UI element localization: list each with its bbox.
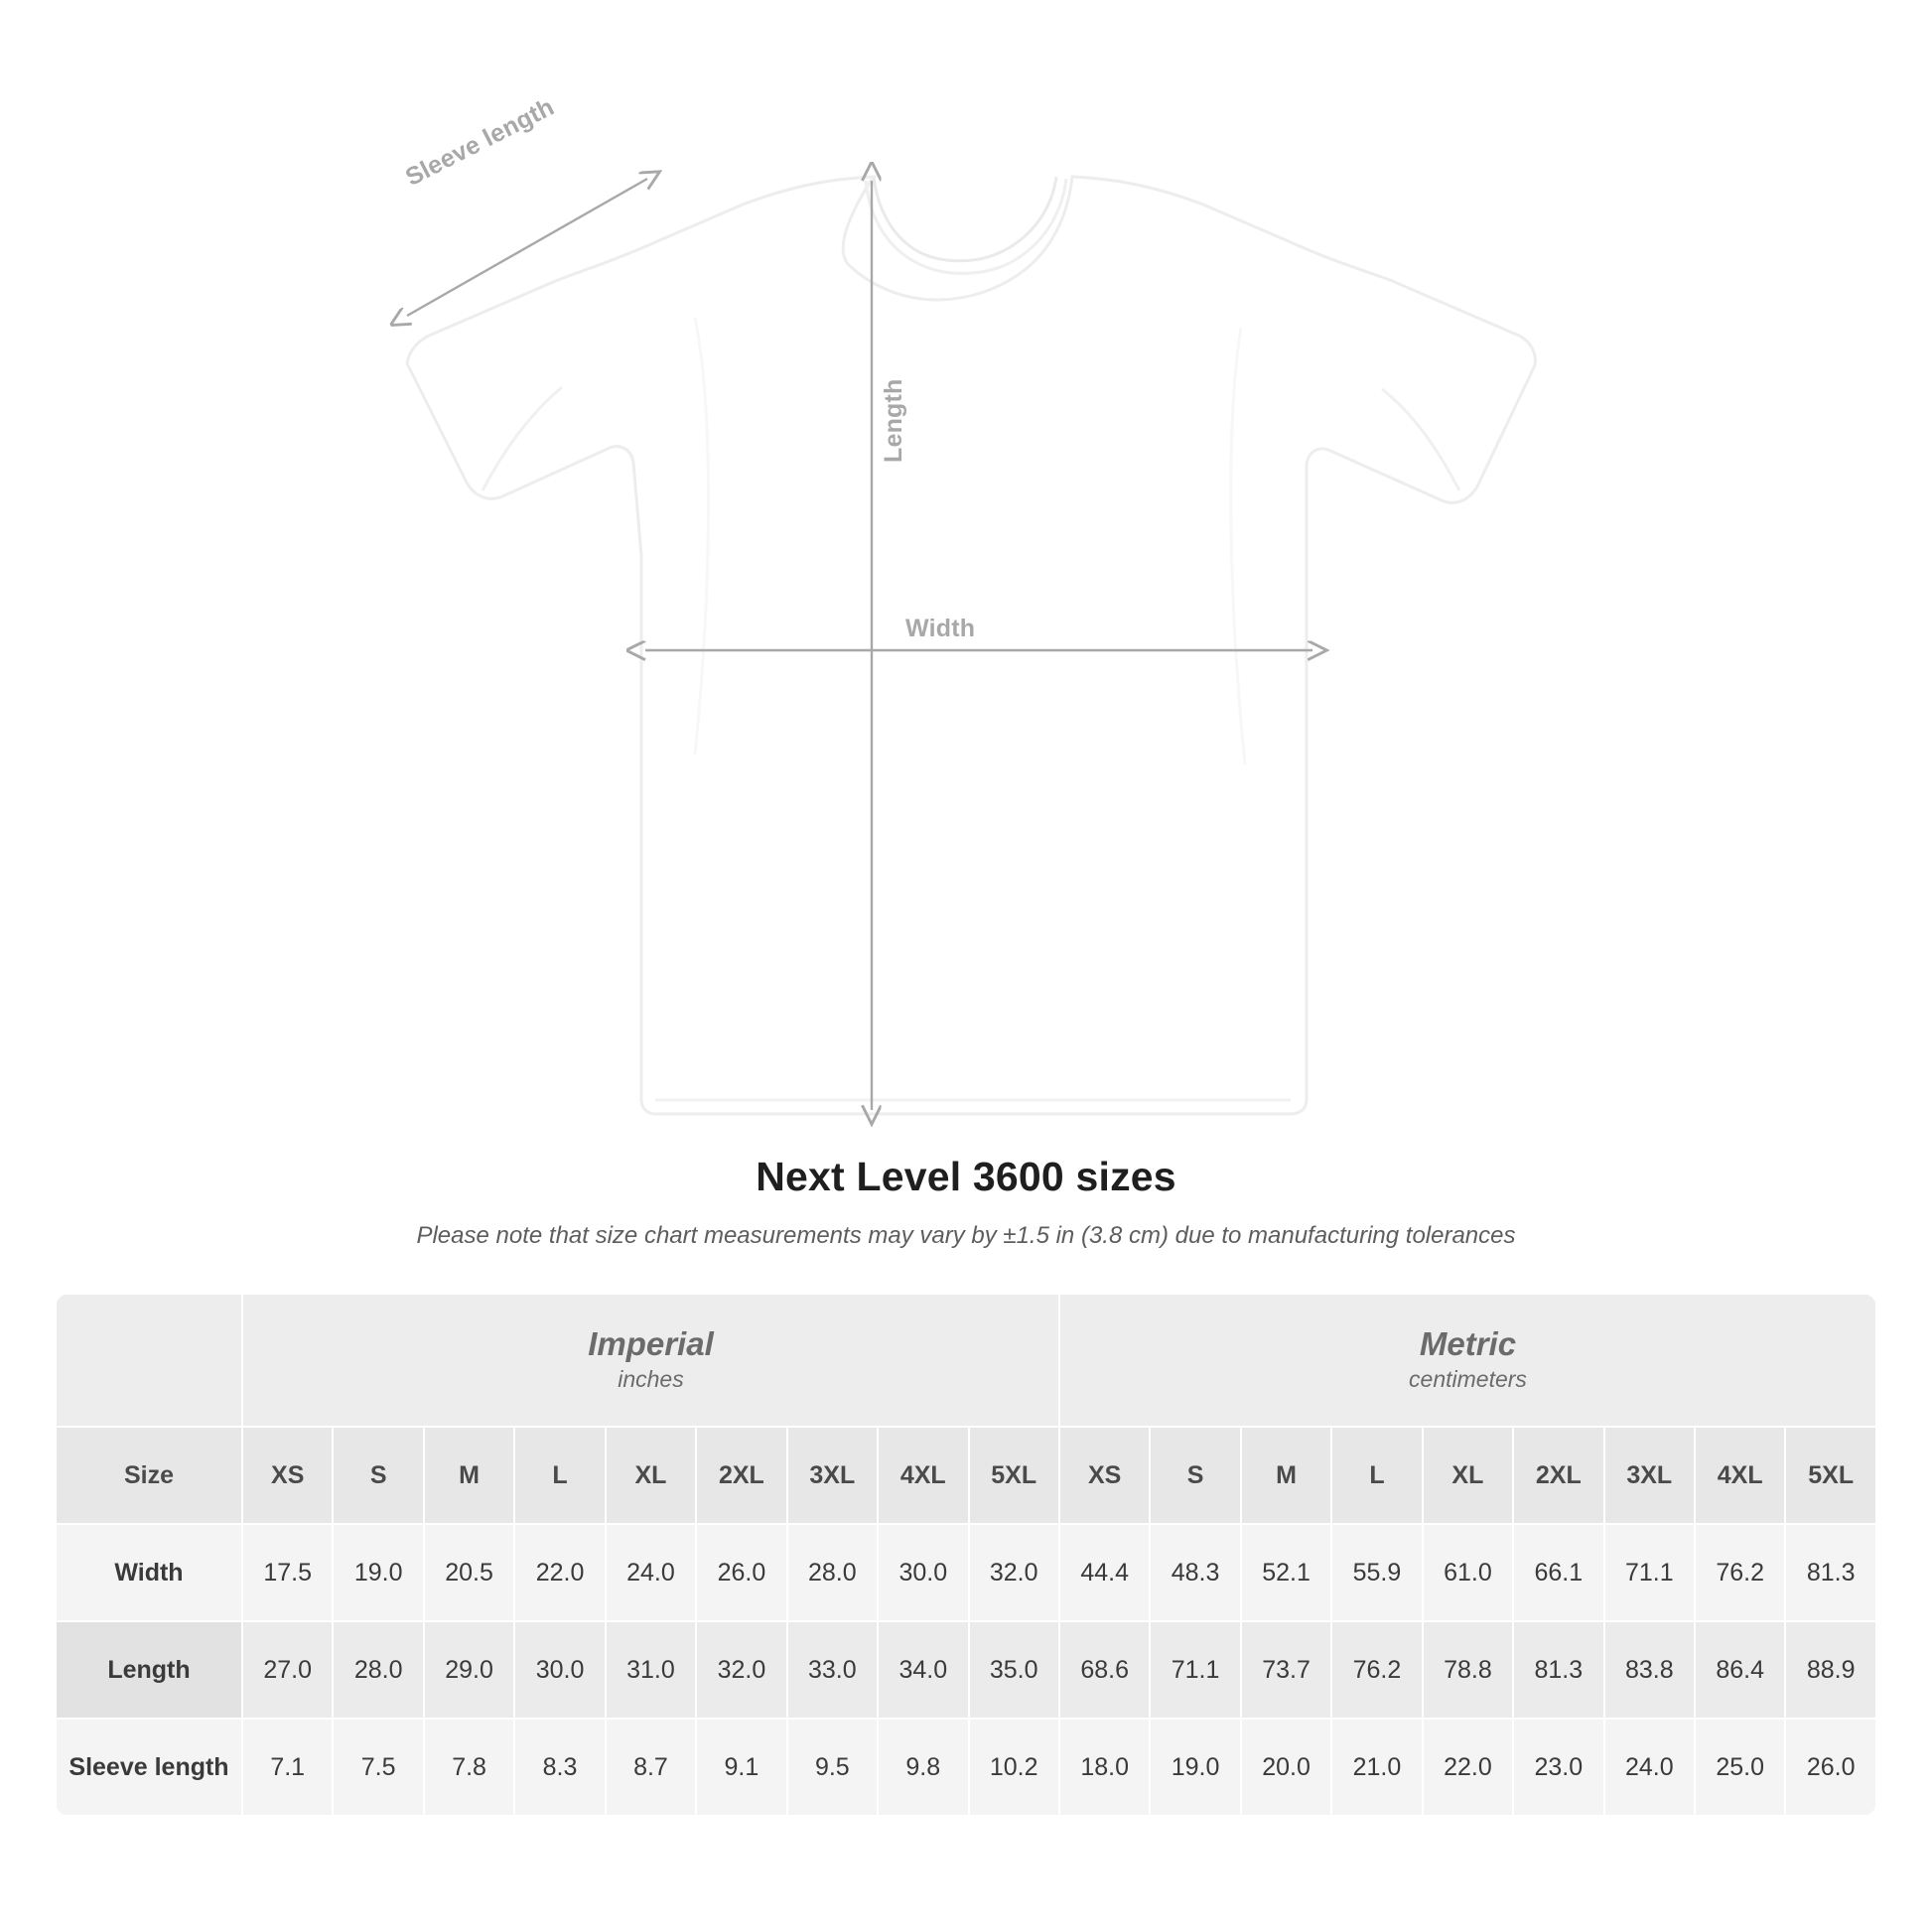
cell-length-imperial: 35.0 bbox=[969, 1621, 1059, 1719]
cell-length-metric: 68.6 bbox=[1059, 1621, 1150, 1719]
header-size-cell: 2XL bbox=[1513, 1427, 1603, 1524]
cell-sleeve-imperial: 7.8 bbox=[424, 1719, 514, 1816]
cell-width-imperial: 22.0 bbox=[514, 1524, 605, 1621]
corner-cell bbox=[56, 1294, 242, 1427]
header-size-cell: S bbox=[1150, 1427, 1240, 1524]
header-size-cell: S bbox=[333, 1427, 423, 1524]
cell-length-metric: 73.7 bbox=[1241, 1621, 1331, 1719]
cell-length-imperial: 33.0 bbox=[787, 1621, 878, 1719]
header-size-cell: XL bbox=[1423, 1427, 1513, 1524]
cell-sleeve-metric: 25.0 bbox=[1695, 1719, 1785, 1816]
cell-sleeve-imperial: 10.2 bbox=[969, 1719, 1059, 1816]
cell-length-imperial: 30.0 bbox=[514, 1621, 605, 1719]
row-label-width: Width bbox=[56, 1524, 242, 1621]
unit-group-imperial-sub: inches bbox=[618, 1365, 684, 1392]
cell-width-metric: 44.4 bbox=[1059, 1524, 1150, 1621]
cell-sleeve-metric: 22.0 bbox=[1423, 1719, 1513, 1816]
cell-sleeve-imperial: 7.1 bbox=[242, 1719, 333, 1816]
table-header-row bbox=[56, 1427, 1876, 1524]
cell-length-metric: 76.2 bbox=[1331, 1621, 1422, 1719]
length-label: Length bbox=[880, 378, 907, 463]
header-size-cell: 2XL bbox=[696, 1427, 786, 1524]
cell-width-imperial: 32.0 bbox=[969, 1524, 1059, 1621]
size-chart-table-wrap bbox=[55, 1293, 1877, 1817]
cell-width-imperial: 24.0 bbox=[606, 1524, 696, 1621]
header-size-cell: XS bbox=[1059, 1427, 1150, 1524]
cell-sleeve-imperial: 9.1 bbox=[696, 1719, 786, 1816]
cell-width-metric: 76.2 bbox=[1695, 1524, 1785, 1621]
header-size-cell: 4XL bbox=[1695, 1427, 1785, 1524]
cell-sleeve-metric: 23.0 bbox=[1513, 1719, 1603, 1816]
header-size-cell: L bbox=[1331, 1427, 1422, 1524]
cell-length-imperial: 34.0 bbox=[878, 1621, 968, 1719]
header-size-cell: XS bbox=[242, 1427, 333, 1524]
table-row bbox=[56, 1719, 1876, 1816]
cell-sleeve-metric: 24.0 bbox=[1604, 1719, 1695, 1816]
cell-sleeve-metric: 26.0 bbox=[1785, 1719, 1876, 1816]
cell-length-metric: 78.8 bbox=[1423, 1621, 1513, 1719]
cell-width-imperial: 30.0 bbox=[878, 1524, 968, 1621]
cell-length-metric: 71.1 bbox=[1150, 1621, 1240, 1719]
header-size-cell: 4XL bbox=[878, 1427, 968, 1524]
cell-sleeve-imperial: 9.5 bbox=[787, 1719, 878, 1816]
cell-width-metric: 66.1 bbox=[1513, 1524, 1603, 1621]
cell-width-imperial: 28.0 bbox=[787, 1524, 878, 1621]
cell-sleeve-imperial: 8.7 bbox=[606, 1719, 696, 1816]
cell-width-imperial: 26.0 bbox=[696, 1524, 786, 1621]
row-label-sleeve-length: Sleeve length bbox=[56, 1719, 242, 1816]
page-title: Next Level 3600 sizes bbox=[756, 1154, 1176, 1199]
unit-group-metric-name: Metric bbox=[1419, 1324, 1517, 1362]
cell-width-metric: 55.9 bbox=[1331, 1524, 1422, 1621]
cell-width-metric: 61.0 bbox=[1423, 1524, 1513, 1621]
cell-sleeve-metric: 18.0 bbox=[1059, 1719, 1150, 1816]
cell-sleeve-metric: 21.0 bbox=[1331, 1719, 1422, 1816]
cell-length-imperial: 31.0 bbox=[606, 1621, 696, 1719]
cell-length-metric: 88.9 bbox=[1785, 1621, 1876, 1719]
cell-length-imperial: 27.0 bbox=[242, 1621, 333, 1719]
cell-length-metric: 83.8 bbox=[1604, 1621, 1695, 1719]
header-size-cell: M bbox=[424, 1427, 514, 1524]
table-row bbox=[56, 1621, 1876, 1719]
cell-length-metric: 81.3 bbox=[1513, 1621, 1603, 1719]
size-chart-table bbox=[55, 1293, 1877, 1817]
tolerance-note: Please note that size chart measurements may vary by ±1.5 in (3.8 cm) due to manufacturing tolerances bbox=[416, 1222, 1516, 1249]
tshirt-shape bbox=[407, 177, 1535, 1114]
width-label: Width bbox=[905, 615, 976, 642]
cell-sleeve-imperial: 9.8 bbox=[878, 1719, 968, 1816]
cell-width-metric: 81.3 bbox=[1785, 1524, 1876, 1621]
cell-width-imperial: 17.5 bbox=[242, 1524, 333, 1621]
header-size-cell: XL bbox=[606, 1427, 696, 1524]
header-size-cell: M bbox=[1241, 1427, 1331, 1524]
cell-length-imperial: 28.0 bbox=[333, 1621, 423, 1719]
cell-sleeve-metric: 20.0 bbox=[1241, 1719, 1331, 1816]
header-size-cell: 5XL bbox=[1785, 1427, 1876, 1524]
unit-group-metric bbox=[1059, 1294, 1876, 1427]
table-row bbox=[56, 1524, 1876, 1621]
cell-sleeve-imperial: 8.3 bbox=[514, 1719, 605, 1816]
cell-width-metric: 48.3 bbox=[1150, 1524, 1240, 1621]
cell-width-metric: 71.1 bbox=[1604, 1524, 1695, 1621]
header-size-cell: 3XL bbox=[787, 1427, 878, 1524]
unit-group-imperial-name: Imperial bbox=[588, 1324, 714, 1362]
row-label-length: Length bbox=[56, 1621, 242, 1719]
cell-length-metric: 86.4 bbox=[1695, 1621, 1785, 1719]
unit-group-row bbox=[56, 1294, 1876, 1427]
cell-width-metric: 52.1 bbox=[1241, 1524, 1331, 1621]
cell-length-imperial: 32.0 bbox=[696, 1621, 786, 1719]
header-size-label: Size bbox=[56, 1427, 242, 1524]
header-size-cell: 3XL bbox=[1604, 1427, 1695, 1524]
cell-length-imperial: 29.0 bbox=[424, 1621, 514, 1719]
cell-width-imperial: 19.0 bbox=[333, 1524, 423, 1621]
header-size-cell: 5XL bbox=[969, 1427, 1059, 1524]
unit-group-metric-sub: centimeters bbox=[1409, 1365, 1527, 1392]
cell-sleeve-metric: 19.0 bbox=[1150, 1719, 1240, 1816]
cell-width-imperial: 20.5 bbox=[424, 1524, 514, 1621]
sleeve-length-label: Sleeve length bbox=[401, 92, 559, 192]
cell-sleeve-imperial: 7.5 bbox=[333, 1719, 423, 1816]
header-size-cell: L bbox=[514, 1427, 605, 1524]
unit-group-imperial bbox=[242, 1294, 1059, 1427]
